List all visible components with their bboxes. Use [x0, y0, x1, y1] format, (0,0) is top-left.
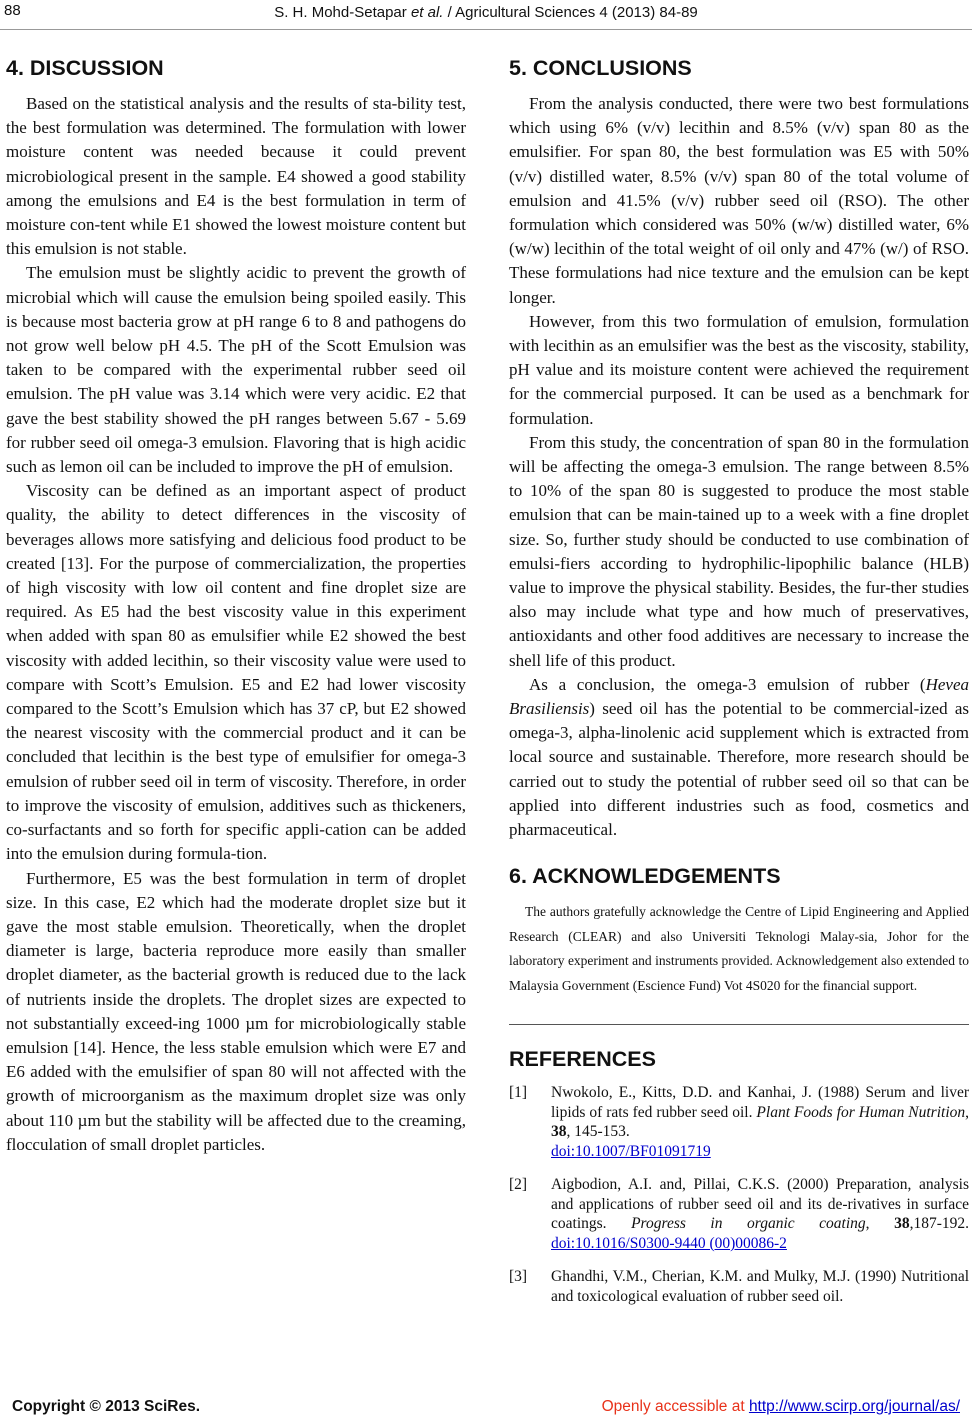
- journal-name: / Agricultural Sciences 4 (2013) 84-89: [443, 4, 698, 21]
- section-divider: [509, 1024, 969, 1025]
- acknowledgements-heading: 6. ACKNOWLEDGEMENTS: [509, 864, 781, 889]
- discussion-paragraph-4: Furthermore, E5 was the best formulation in term of droplet size. In this case, E2 which had the moderate droplet size but it gave the most stable emulsion. Theoretically, when the droplet diameter is large, bacteria reproduce more easily than smaller droplet diameter, as the bacterial growth is reduced due to the lack of nutrients inside the droplets. The droplet sizes are expected to not substantially exceed-ing 1000 µm for microbiologically stable emulsion [14]. Hence, the less stable emulsion which were E7 and E6 added with the emulsifier of span 80 will not affected with the growth of microorganism as the maximum droplet size was only about 110 µm but the stability will be affected due to the creaming, flocculation of small droplet particles.: [6, 868, 466, 1154]
- discussion-paragraph-3: Viscosity can be defined as an important aspect of product quality, the ability to detect differences in the viscosity of beverages allows more satisfying and delicious food product to be created [13]. For the purpose of commercialization, the properties of high viscosity with low oil content and fine droplet size are required. As E5 had the best viscosity value in this experiment when added with span 80 as emulsifier while E2 showed the best viscosity with added lecithin, so their viscosity value were used to compare with Scott’s Emulsion. E5 and E2 had lower viscosity compared to the Scott’s Emulsion which has 37 cP, but E2 showed the nearest viscosity with the commercial product and it can be concluded that lecithin is the best type of emulsifier for omega-3 emulsion of rubber seed oil in term of viscosity. Therefore, in order to improve the viscosity of emulsion, additives such as thickeners, co-surfactants and so forth for specific appli-cation can be added into the emulsion during formula-tion.: [6, 481, 466, 864]
- acknowledgements-text: The authors gratefully acknowledge the Centre of Lipid Engineering and Applied Research (CLEAR) and also Universiti Teknologi Malay-sia, Johor for the laboratory experiment and instruments provided. Acknowledgement also extended to Malaysia Government (Escience Fund) Vot 4S020 for the financial support.: [509, 904, 969, 993]
- reference-doi-link[interactable]: doi:10.1016/S0300-9440 (00)00086-2: [551, 1234, 787, 1252]
- journal-citation: [0, 4, 972, 21]
- reference-item: [509, 1267, 969, 1306]
- reference-number: [3]: [509, 1268, 528, 1286]
- reference-separator: ,: [865, 1215, 895, 1233]
- page-number: 88: [4, 2, 21, 19]
- reference-pages: ,187-192.: [909, 1215, 969, 1233]
- discussion-heading: 4. DISCUSSION: [6, 56, 164, 80]
- references-list: [509, 1083, 969, 1306]
- reference-number: [1]: [509, 1084, 528, 1102]
- author-name: S. H. Mohd-Setapar: [274, 4, 411, 21]
- copyright-notice: Copyright © 2013 SciRes.: [12, 1398, 201, 1415]
- conclusions-paragraph-3: From this study, the concentration of span 80 in the formulation will be affecting the omega-3 emulsion. The range between 8.5% to 10% of the span 80 is suggested to produce the most stable emulsion that can be main-tained up to a week with a fine droplet size. So, further study should be conducted to use combination of emulsi-fiers according to hydrophilic-lipophilic balance (HLB) value to improve the physical stability. Besides, the fur-ther studies also may include what type and how much of preservatives, antioxidants and other food additives are necessary to increase the shell life of this product.: [509, 432, 969, 670]
- left-column: [6, 52, 466, 1157]
- discussion-paragraph-2: The emulsion must be slightly acidic to prevent the growth of microbial which will cause the emulsion being spoiled easily. This is because most bacteria grow at pH range 6 to 8 and pathogens do not grow well below pH 4.5. The pH of the Scott Emulsion was taken to be compared with the experimental rubber seed oil emulsion. The pH value was 3.14 which were very acidic. E2 that gave the best stability showed the pH ranges between 5.67 - 5.69 for rubber seed oil omega-3 emulsion. Flavoring that is high acidic such as lemon oil can be included to improve the pH of emulsion.: [6, 263, 466, 477]
- reference-journal: Plant Foods for Human Nutrition: [756, 1103, 966, 1121]
- open-access-label: Openly accessible at: [601, 1398, 749, 1415]
- reference-item: [509, 1175, 969, 1253]
- reference-volume: 38: [894, 1215, 910, 1233]
- right-column: [509, 52, 969, 1306]
- reference-authors: Aigbodion, A.I. and, Pillai, C.K.S. (2000) Preparation, analysis and applications of rubber seed oil and its de-rivatives in surface coatings.: [551, 1176, 969, 1233]
- reference-item: [509, 1083, 969, 1161]
- page-footer: [0, 1392, 972, 1419]
- reference-doi-link[interactable]: doi:10.1007/BF01091719: [551, 1142, 711, 1160]
- author-etal: et al.: [410, 4, 444, 21]
- running-header: [0, 0, 972, 30]
- discussion-paragraph-1: Based on the statistical analysis and the results of sta-bility test, the best formulation was determined. The formulation with lower moisture content was needed because it could prevent microbiological present in the sample. E4 showed a good stability among the emulsions and E4 is the best formulation in term of moisture con-tent while E1 showed the lowest moisture content but this emulsion is not stable.: [6, 94, 466, 259]
- journal-url-link[interactable]: http://www.scirp.org/journal/as/: [748, 1398, 960, 1415]
- conclusions-heading: 5. CONCLUSIONS: [509, 56, 692, 80]
- conclusions-paragraph-1: From the analysis conducted, there were two best formulations which using 6% (v/v) lecithin and 8.5% (v/v) span 80 as the emulsifier. For span 80, the best formulation was E5 with 50% (v/v) distilled water, 8.5% (v/v) span 80 of the total volume of emulsion and 41.5% (v/v) rubber seed oil (RSO). The other formulation which considered was 50% (w/w) distilled water, 6% (w/w) lecithin of the total weight of oil only and 47% (w/) of RSO. These formulations had nice texture and the emulsion can be kept longer.: [509, 94, 969, 307]
- reference-journal: Progress in organic coating: [631, 1215, 866, 1233]
- reference-number: [2]: [509, 1176, 528, 1194]
- references-heading: REFERENCES: [509, 1047, 656, 1072]
- conclusions-paragraph-4: [509, 673, 969, 842]
- open-access-notice: [602, 1398, 960, 1416]
- reference-volume: 38: [551, 1123, 567, 1141]
- conclusion-text-before: As a conclusion, the omega-3 emulsion of rubber (: [529, 674, 926, 694]
- conclusions-paragraph-2: However, from this two formulation of emulsion, formulation with lecithin as an emulsifier was the best as the viscosity, stability, pH value and its moisture content were achieved the requirement for the commercial purposed. It can be used as a benchmark for formulation.: [509, 311, 969, 428]
- conclusion-text-after: ) seed oil has the potential to be commercial-ized as omega-3, alpha-linolenic acid supplement which is extracted from local source and sustainable. Therefore, more research should be carried out to study the potential of rubber seed oil so that can be applied into different industries such as food, cosmetics and pharmaceutical.: [509, 699, 969, 840]
- reference-authors: Nwokolo, E., Kitts, D.D. and Kanhai, J. (1988) Serum and liver lipids of rats fed rubber seed oil.: [551, 1084, 969, 1121]
- species-name: Hevea Brasiliensis: [509, 674, 969, 719]
- reference-text: Ghandhi, V.M., Cherian, K.M. and Mulky, M.J. (1990) Nutritional and toxicological evaluation of rubber seed oil.: [551, 1268, 969, 1305]
- reference-separator: ,: [965, 1103, 970, 1121]
- reference-pages: , 145-153.: [566, 1123, 630, 1141]
